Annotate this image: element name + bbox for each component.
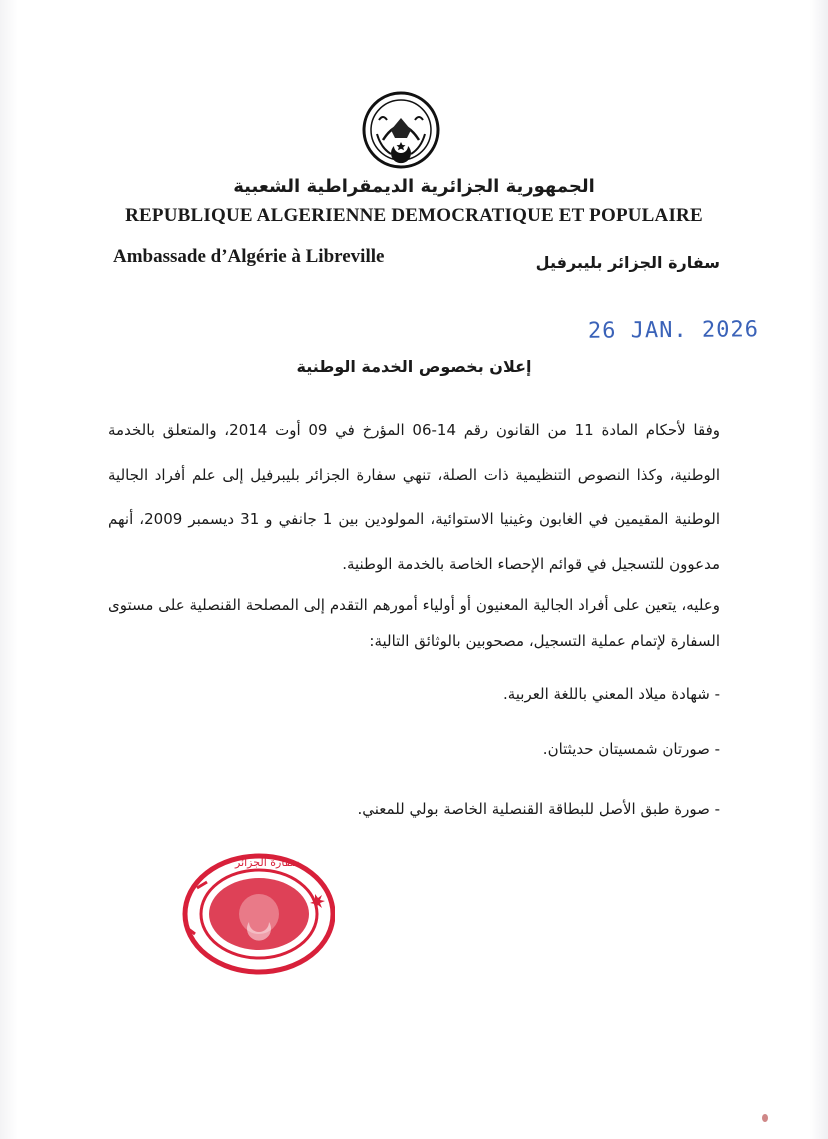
date-stamp: 26 JAN. 2026 <box>587 317 760 344</box>
arabic-embassy-name: سفارة الجزائر بليبرفيل <box>535 253 720 272</box>
document-item-photos: - صورتان شمسيتان حديثتان. <box>542 740 720 758</box>
document-item-consular-card: - صورة طبق الأصل للبطاقة القنصلية الخاصة بولي للمعني. <box>357 800 720 818</box>
arabic-republic-heading: الجمهورية الجزائرية الديمقراطية الشعبية <box>233 176 595 197</box>
paragraph-legal-basis: وفقا لأحكام المادة 11 من القانون رقم 14-06 المؤرخ في 09 أوت 2014، والمتعلق بالخدمة الوطنية، وكذا النصوص التنظيمية ذات الصلة، تنهي سفارة الجزائر بليبرفيل إلى علم أفراد الجالية الوطنية المقيمين في الغابون وغينيا الاستوائية، المولودين بين 1 جانفي و 31 ديسمبر 2009، أنهم مدعوون للتسجيل في قوائم الإحصاء الخاصة بالخدمة الوطنية. <box>108 421 721 573</box>
announcement-title: إعلان بخصوص الخدمة الوطنية <box>296 357 532 376</box>
paragraph-instructions: وعليه، يتعين على أفراد الجالية المعنيون أو أولياء أمورهم التقدم إلى المصلحة القنصلية على مستوى السفارة لإتمام عملية التسجيل، مصحوبين بالوثائق التالية: <box>108 596 720 650</box>
seal-text: سفارة الجزائر <box>235 856 300 869</box>
french-embassy-name: Ambassade d’Algérie à Libreville <box>113 246 385 267</box>
national-emblem-icon <box>361 90 441 170</box>
french-republic-heading: REPUBLIQUE ALGERIENNE DEMOCRATIQUE ET POPULAIRE <box>125 205 703 226</box>
document-item-birth-certificate: - شهادة ميلاد المعني باللغة العربية. <box>502 685 720 703</box>
paper-mark <box>762 1114 768 1122</box>
embassy-seal-icon <box>175 848 335 978</box>
